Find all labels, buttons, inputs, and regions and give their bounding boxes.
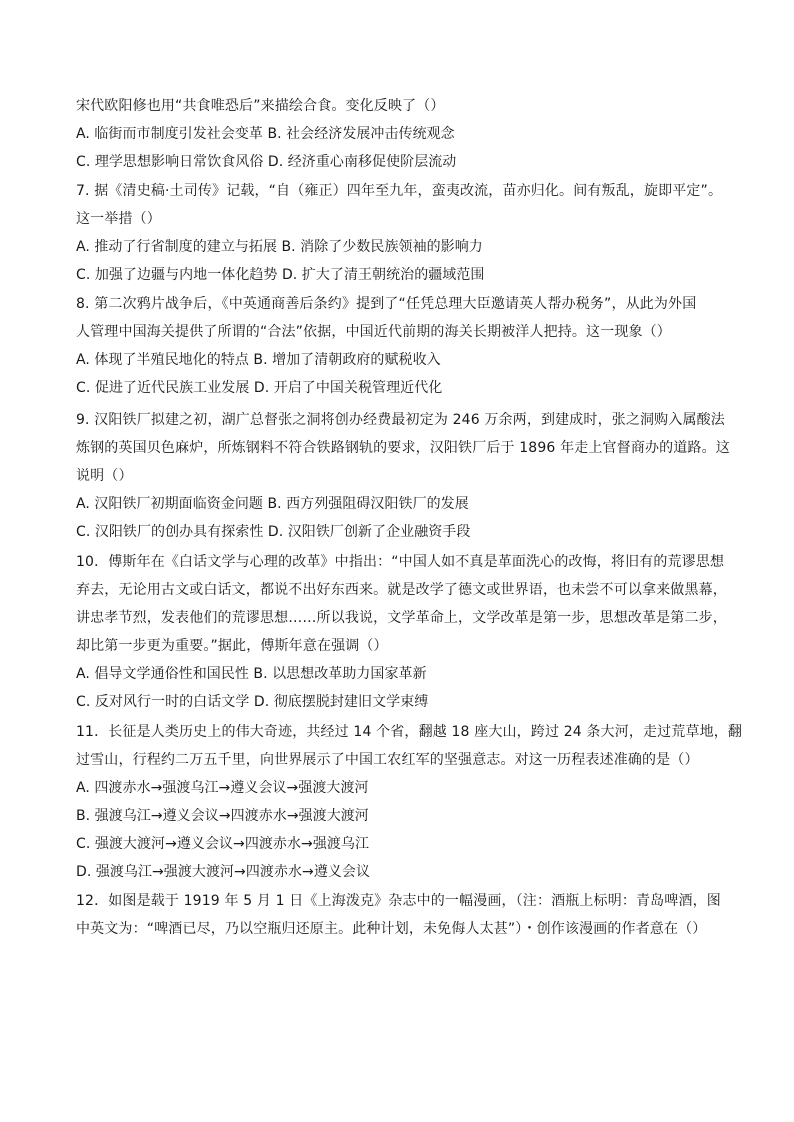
q7-stem-line-1: 7. 据《清史稿·土司传》记载，“自（雍正）四年至九年，蛮夷改流，苗亦归化。间有叛乱，旋即平定”。 [76,183,723,199]
q11-option-c: C. 强渡大渡河→遵义会议→四渡赤水→强渡乌江 [76,836,370,852]
q10-options-cd: C. 反对风行一时的白话文学 D. 彻底摆脱封建旧文学束缚 [76,694,429,710]
q6-options-ab: A. 临街而市制度引发社会变革 B. 社会经济发展冲击传统观念 [76,126,455,142]
q9-stem-line-3: 说明（） [76,468,133,484]
q8-options-ab: A. 体现了半殖民地化的特点 B. 增加了清朝政府的赋税收入 [76,352,441,368]
q12-stem-line-1: 12．如图是载于 1919 年 5 月 1 日《上海泼克》杂志中的一幅漫画，（注：酒瓶上标明：青岛啤酒，图 [76,893,721,909]
q8-stem-line-2: 人管理中国海关提供了所谓的“合法”依据，中国近代前期的海关长期被洋人把持。这一现象（） [76,324,671,340]
q9-stem-line-2: 炼钢的英国贝色麻炉，所炼钢料不符合铁路钢轨的要求，汉阳铁厂后于 1896 年走上官督商办的道路。这 [76,440,730,456]
q6-stem-end: 宋代欧阳修也用“共食唯恐后”来描绘合食。变化反映了（） [76,98,445,114]
q9-stem-line-1: 9. 汉阳铁厂拟建之初，湖广总督张之洞将创办经费最初定为 246 万余两，到建成时，张之洞购入属酸法 [76,412,725,428]
q7-options-cd: C. 加强了边疆与内地一体化趋势 D. 扩大了清王朝统治的疆域范围 [76,267,485,283]
q11-option-d: D. 强渡乌江→强渡大渡河→四渡赤水→遵义会议 [76,864,371,880]
q7-options-ab: A. 推动了行省制度的建立与拓展 B. 消除了少数民族领袖的影响力 [76,239,483,255]
q8-stem-line-1: 8. 第二次鸦片战争后，《中英通商善后条约》提到了“任凭总理大臣邀请英人帮办税务”，从此为外国 [76,296,697,312]
q11-stem-line-1: 11．长征是人类历史上的伟大奇迹，共经过 14 个省，翻越 18 座大山，跨过 24 条大河，走过荒草地，翻 [76,724,743,740]
q8-options-cd: C. 促进了近代民族工业发展 D. 开启了中国关税管理近代化 [76,380,443,396]
q10-stem-line-2: 弃去，无论用古文或白话文，都说不出好东西来。就是改学了德文或世界语，也未尝不可以拿来做黑幕， [76,582,727,598]
q11-option-a: A. 四渡赤水→强渡乌江→遵义会议→强渡大渡河 [76,780,369,796]
q10-stem-line-3: 讲忠孝节烈，发表他们的荒谬思想……所以我说，文学革命上，文学改革是第一步，思想改革是第二步， [76,610,727,626]
q9-options-ab: A. 汉阳铁厂初期面临资金问题 B. 西方列强阻碍汉阳铁厂的发展 [76,496,469,512]
q7-stem-line-2: 这一举措（） [76,211,161,227]
q10-stem-line-1: 10．傅斯年在《白话文学与心理的改革》中指出：“中国人如不真是革面洗心的改悔，将旧有的荒谬思想 [76,554,725,570]
q10-stem-line-4: 却比第一步更为重要。”据此，傅斯年意在强调（） [76,638,388,654]
q10-options-ab: A. 倡导文学通俗性和国民性 B. 以思想改革助力国家革新 [76,666,427,682]
q12-stem-line-2: 中英文为：“啤酒已尽，乃以空瓶归还原主。此种计划，未免侮人太甚”）・创作该漫画的作者意在（） [76,921,707,937]
q9-options-cd: C. 汉阳铁厂的创办具有探索性 D. 汉阳铁厂创新了企业融资手段 [76,524,471,540]
q11-option-b: B. 强渡乌江→遵义会议→四渡赤水→强渡大渡河 [76,808,369,824]
q6-options-cd: C. 理学思想影响日常饮食风俗 D. 经济重心南移促使阶层流动 [76,154,457,170]
q11-stem-line-2: 过雪山，行程约二万五千里，向世界展示了中国工农红军的坚强意志。对这一历程表述准确的是（） [76,752,699,768]
